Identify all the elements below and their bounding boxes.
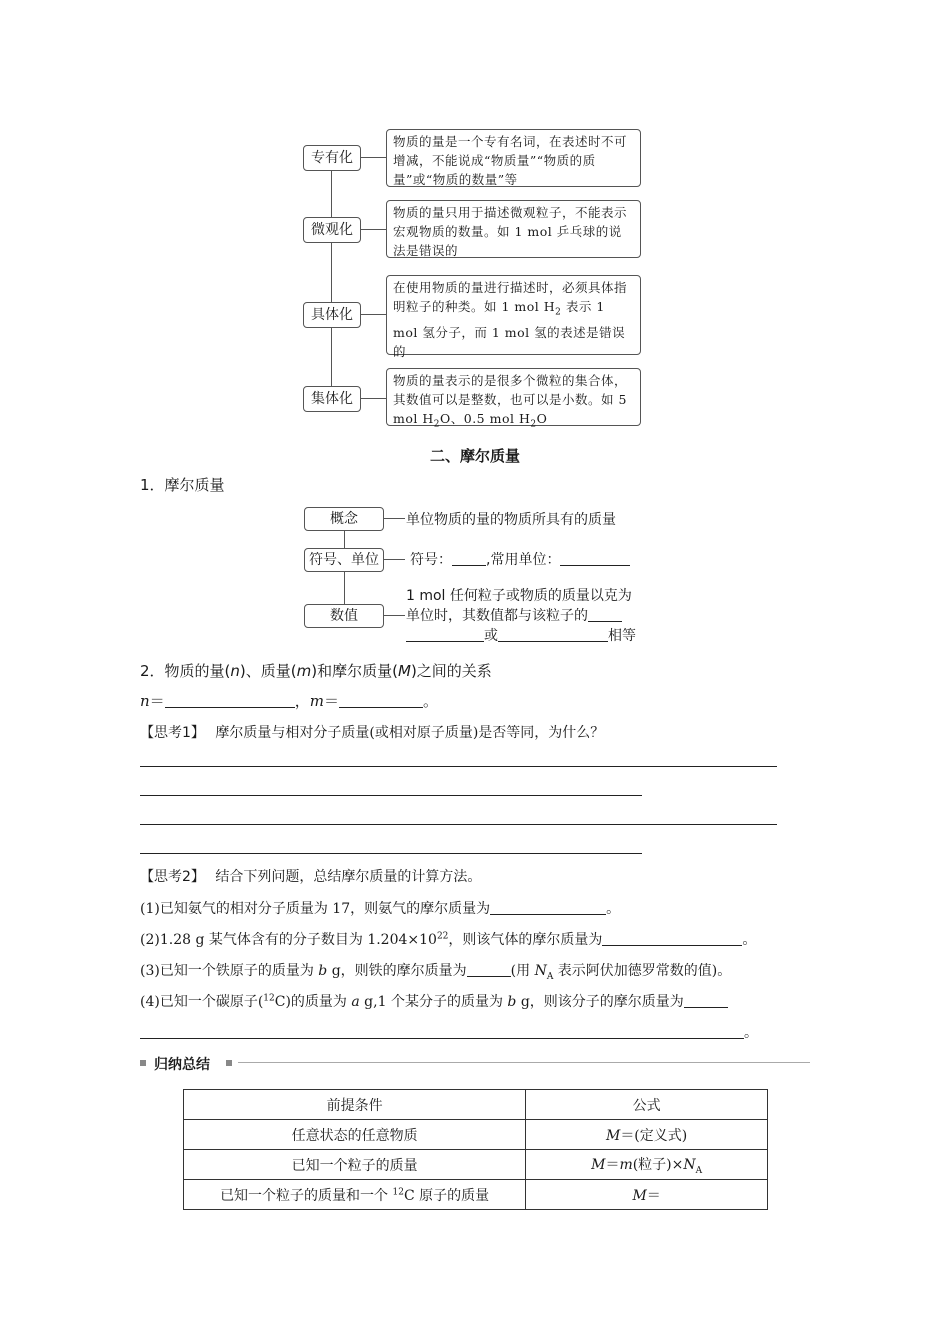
question-2 [140,929,756,949]
blank-n-formula[interactable] [165,693,295,708]
think2-tag: 【思考2】 [140,869,205,885]
cond-text: C 原子的质量 [403,1187,490,1204]
var-M: M [397,662,411,680]
label-jutihua: 具体化 [303,302,361,328]
subsection-1-title: 1．摩尔质量 [140,476,225,494]
value-text [406,586,636,646]
table-row [184,1150,768,1180]
connector [383,559,405,560]
connector [360,314,386,315]
square-bullet-icon [226,1060,232,1066]
q3-text: (3)已知一个铁原子的质量为 [140,963,319,979]
answer-line[interactable] [140,766,777,767]
answer-line[interactable] [140,824,777,825]
var-n: n [140,692,150,710]
title-text: )、质量( [239,662,297,680]
connector [383,518,405,519]
think1-tag: 【思考1】 [140,725,205,741]
subscript: 2 [555,307,562,318]
desc-text: 在使用物质的量进行描述时，必须具体指明粒子的种类。如 1 mol H [393,280,628,314]
blank-q4b[interactable] [140,1024,744,1039]
var-M: M [605,1127,621,1144]
value-line-2: 单位时，其数值都与该粒子的 [406,608,588,624]
q3-text: (用 [510,963,535,979]
summary-table [183,1089,768,1210]
table-header-row [184,1090,768,1120]
connector [360,398,386,399]
answer-line[interactable] [140,795,642,796]
blank-symbol[interactable] [452,551,486,566]
concept-map-spine [331,157,332,398]
think1-text: 摩尔质量与相对分子质量(或相对原子质量)是否等同，为什么？ [215,725,605,741]
q4-text: g,1 个某分子的质量为 [359,994,508,1010]
blank-unit[interactable] [560,551,630,566]
think2-text: 结合下列问题，总结摩尔质量的计算方法。 [215,869,482,885]
blank-q2[interactable] [602,931,742,946]
formula-text: ＝ [646,1187,661,1204]
desc-jutihua [386,275,641,359]
concept-text: 单位物质的量的物质所具有的质量 [406,512,616,528]
desc-text: O、0.5 mol H [440,411,531,426]
cell-condition: 已知一个粒子的质量 [184,1150,526,1180]
q4-text: C)的质量为 [274,994,352,1010]
q2-text: ，则该气体的摩尔质量为 [448,932,603,948]
var-n: n [230,662,240,680]
blank-value-2[interactable] [406,627,484,642]
summary-header [140,1054,810,1074]
desc-jitihua [386,368,641,430]
answer-line[interactable] [140,853,642,854]
desc-weiguanhua: 物质的量只用于描述微观粒子，不能表示宏观物质的数量。如 1 mol 乒乓球的说法是错误的 [386,200,641,258]
value-end: 相等 [608,628,636,644]
blank-value-3[interactable] [498,627,608,642]
q1-text: (1)已知氨气的相对分子质量为 17，则氨气的摩尔质量为 [140,901,491,917]
title-text: )和摩尔质量( [311,662,398,680]
label-weiguanhua: 微观化 [303,217,361,243]
connector [383,615,405,616]
label-zhuanyouhua: 专有化 [303,145,361,171]
blank-m-formula[interactable] [339,693,423,708]
formula-text: ＝(定义式) [620,1127,688,1144]
var-N: N [683,1156,696,1173]
cell-formula [526,1150,768,1180]
superscript: 12 [392,1186,404,1197]
table-row [184,1120,768,1150]
var-M: M [632,1187,647,1204]
blank-value-1[interactable] [588,607,622,622]
blank-q1[interactable] [490,900,606,915]
label-value: 数值 [304,604,384,628]
var-b: b [507,994,517,1010]
formula-line [140,690,438,711]
title-text: )之间的关系 [410,662,492,680]
label-concept: 概念 [304,507,384,531]
superscript: 12 [263,993,275,1004]
subsection-2-title [140,660,492,681]
cell-condition: 任意状态的任意物质 [184,1120,526,1150]
var-a: a [351,994,360,1010]
cell-condition [184,1180,526,1210]
subscript: 2 [433,419,440,430]
q4-end: 。 [744,1025,758,1041]
cond-text: 已知一个粒子的质量和一个 [220,1187,393,1204]
q2-text: (2)1.28 g 某气体含有的分子数目为 1.204×10 [140,932,437,948]
label-jitihua: 集体化 [303,386,361,412]
desc-zhuanyouhua: 物质的量是一个专有名词，在表述时不可增减，不能说成“物质量”“物质的质量”或“物质的数量”等 [386,129,641,187]
equals: ＝ [323,692,339,710]
var-b: b [318,963,328,979]
square-bullet-icon [140,1060,146,1066]
q3-text: 表示阿伏加德罗常数的值)。 [553,963,732,979]
section-title: 二、摩尔质量 [429,447,520,465]
connector [360,229,386,230]
think2 [140,866,481,886]
question-4-cont [140,1022,758,1042]
cell-formula [526,1180,768,1210]
unit-label: ,常用单位： [486,552,561,568]
subscript: 2 [530,419,537,430]
var-m: m [309,692,324,710]
desc-text: 表示 1 mol 氢分子，而 1 mol 氢的表述是错误的 [393,299,626,359]
desc-text: O [536,411,548,426]
var-m: m [296,662,312,680]
desc-text: 物质的量表示的是很多个微粒的集合体，其数值可以是整数，也可以是小数。如 5 mol H [393,373,628,426]
label-symbol-unit: 符号、单位 [304,548,384,572]
period: 。 [422,692,438,710]
question-4 [140,991,728,1011]
symbol-label: 符号： [410,552,452,568]
q4-text: (4)已知一个碳原子( [140,994,264,1010]
cell-formula [526,1120,768,1150]
value-or: 或 [484,628,498,644]
blank-q3[interactable] [467,962,511,977]
value-line-1: 1 mol 任何粒子或物质的质量以克为 [406,588,632,604]
var-NA: N [534,963,547,979]
q4-text: g，则该分子的摩尔质量为 [516,994,684,1010]
title-text: 2．物质的量( [140,662,231,680]
header-condition: 前提条件 [184,1090,526,1120]
summary-title: 归纳总结 [154,1057,210,1073]
question-1 [140,898,620,918]
q2-end: 。 [742,932,757,948]
subscript: A [695,1165,703,1176]
var-M: M [591,1156,606,1173]
superscript: 22 [436,931,449,942]
blank-q4a[interactable] [684,993,728,1008]
table-row [184,1180,768,1210]
formula-text: ＝ [605,1156,620,1173]
q3-text: g，则铁的摩尔质量为 [327,963,467,979]
equals: ＝ [149,692,165,710]
summary-divider [238,1062,810,1063]
formula-text: (粒子)× [632,1156,684,1173]
q1-end: 。 [606,901,621,917]
question-3 [140,960,731,982]
header-formula: 公式 [526,1090,768,1120]
comma: ， [294,692,310,710]
think1 [140,722,604,742]
symbol-unit-text [410,549,630,569]
connector [360,157,386,158]
var-m: m [619,1156,633,1173]
subscript: A [546,971,554,982]
